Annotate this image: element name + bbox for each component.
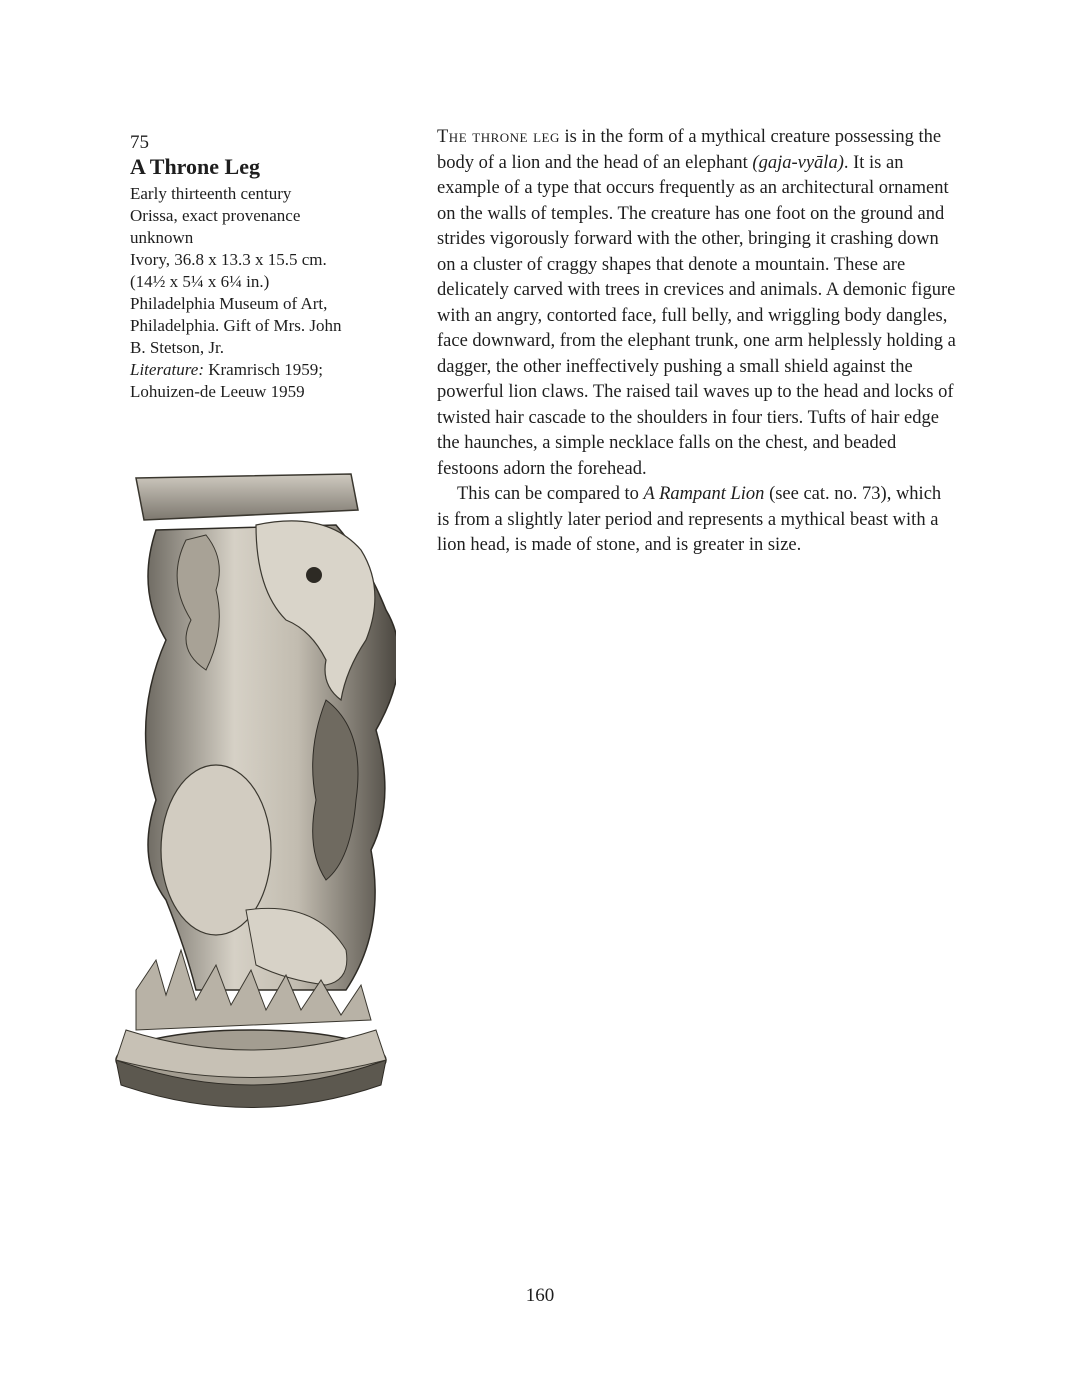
text-run: is in the form of a mythical creature possessing the body of a lion and the head of an elephant xyxy=(437,127,942,173)
catalog-title: A Throne Leg xyxy=(130,154,260,179)
catalog-number: 75 xyxy=(130,132,149,153)
collection-line: Philadelphia Museum of Art, xyxy=(130,294,328,313)
catalog-description xyxy=(437,125,957,559)
throne-leg-photograph xyxy=(96,470,396,1160)
collection-line: Philadelphia. Gift of Mrs. John xyxy=(130,316,342,335)
text-run: This can be compared to xyxy=(457,484,644,504)
text-run: (see cat. no. 73), which is from a slightly later period and represents a mythical beast with a lion head, is made of stone, and is greater in size. xyxy=(437,484,942,555)
italic-term: (gaja-vyāla) xyxy=(752,152,844,173)
provenance-line: Orissa, exact provenance xyxy=(130,206,301,225)
italic-title: A Rampant Lion xyxy=(643,484,765,504)
dimensions-in-line: (14½ x 5¼ x 6¼ in.) xyxy=(130,272,270,291)
literature-label: Literature: xyxy=(130,360,204,379)
literature-ref: Kramrisch 1959; xyxy=(203,360,323,379)
literature-line xyxy=(130,359,390,381)
date-line: Early thirteenth century xyxy=(130,184,292,203)
dimensions-cm-line: Ivory, 36.8 x 13.3 x 15.5 cm. xyxy=(130,250,327,269)
provenance-line: unknown xyxy=(130,228,194,247)
lead-in-smallcaps: The throne leg xyxy=(437,127,560,147)
literature-line: Lohuizen-de Leeuw 1959 xyxy=(130,382,305,401)
catalog-entry-header xyxy=(130,132,390,403)
description-paragraph xyxy=(437,125,957,482)
comparison-paragraph xyxy=(437,482,957,559)
collection-line: B. Stetson, Jr. xyxy=(130,338,224,357)
page-number: 160 xyxy=(525,1285,555,1306)
text-run: . It is an example of a type that occurs frequently as an architectural ornament on the walls of temples. The creature has one foot on the ground and strides vigorously forward with the other, bringing it crashing down on a cluster of craggy shapes that denote a mountain. These are delicately carved with trees in crevices and animals. A demonic figure with an angry, contorted face, full belly, and wriggling body dangles, face downward, from the elephant trunk, one arm helplessly holding a dagger, the other ineffectively pushing a small shield against the powerful lion claws. The raised tail waves up to the head and locks of twisted hair cascade to the shoulders in four tiers. Tufts of hair edge the haunches, a simple necklace falls on the chest, and beaded festoons adorn the forehead. xyxy=(437,152,956,479)
